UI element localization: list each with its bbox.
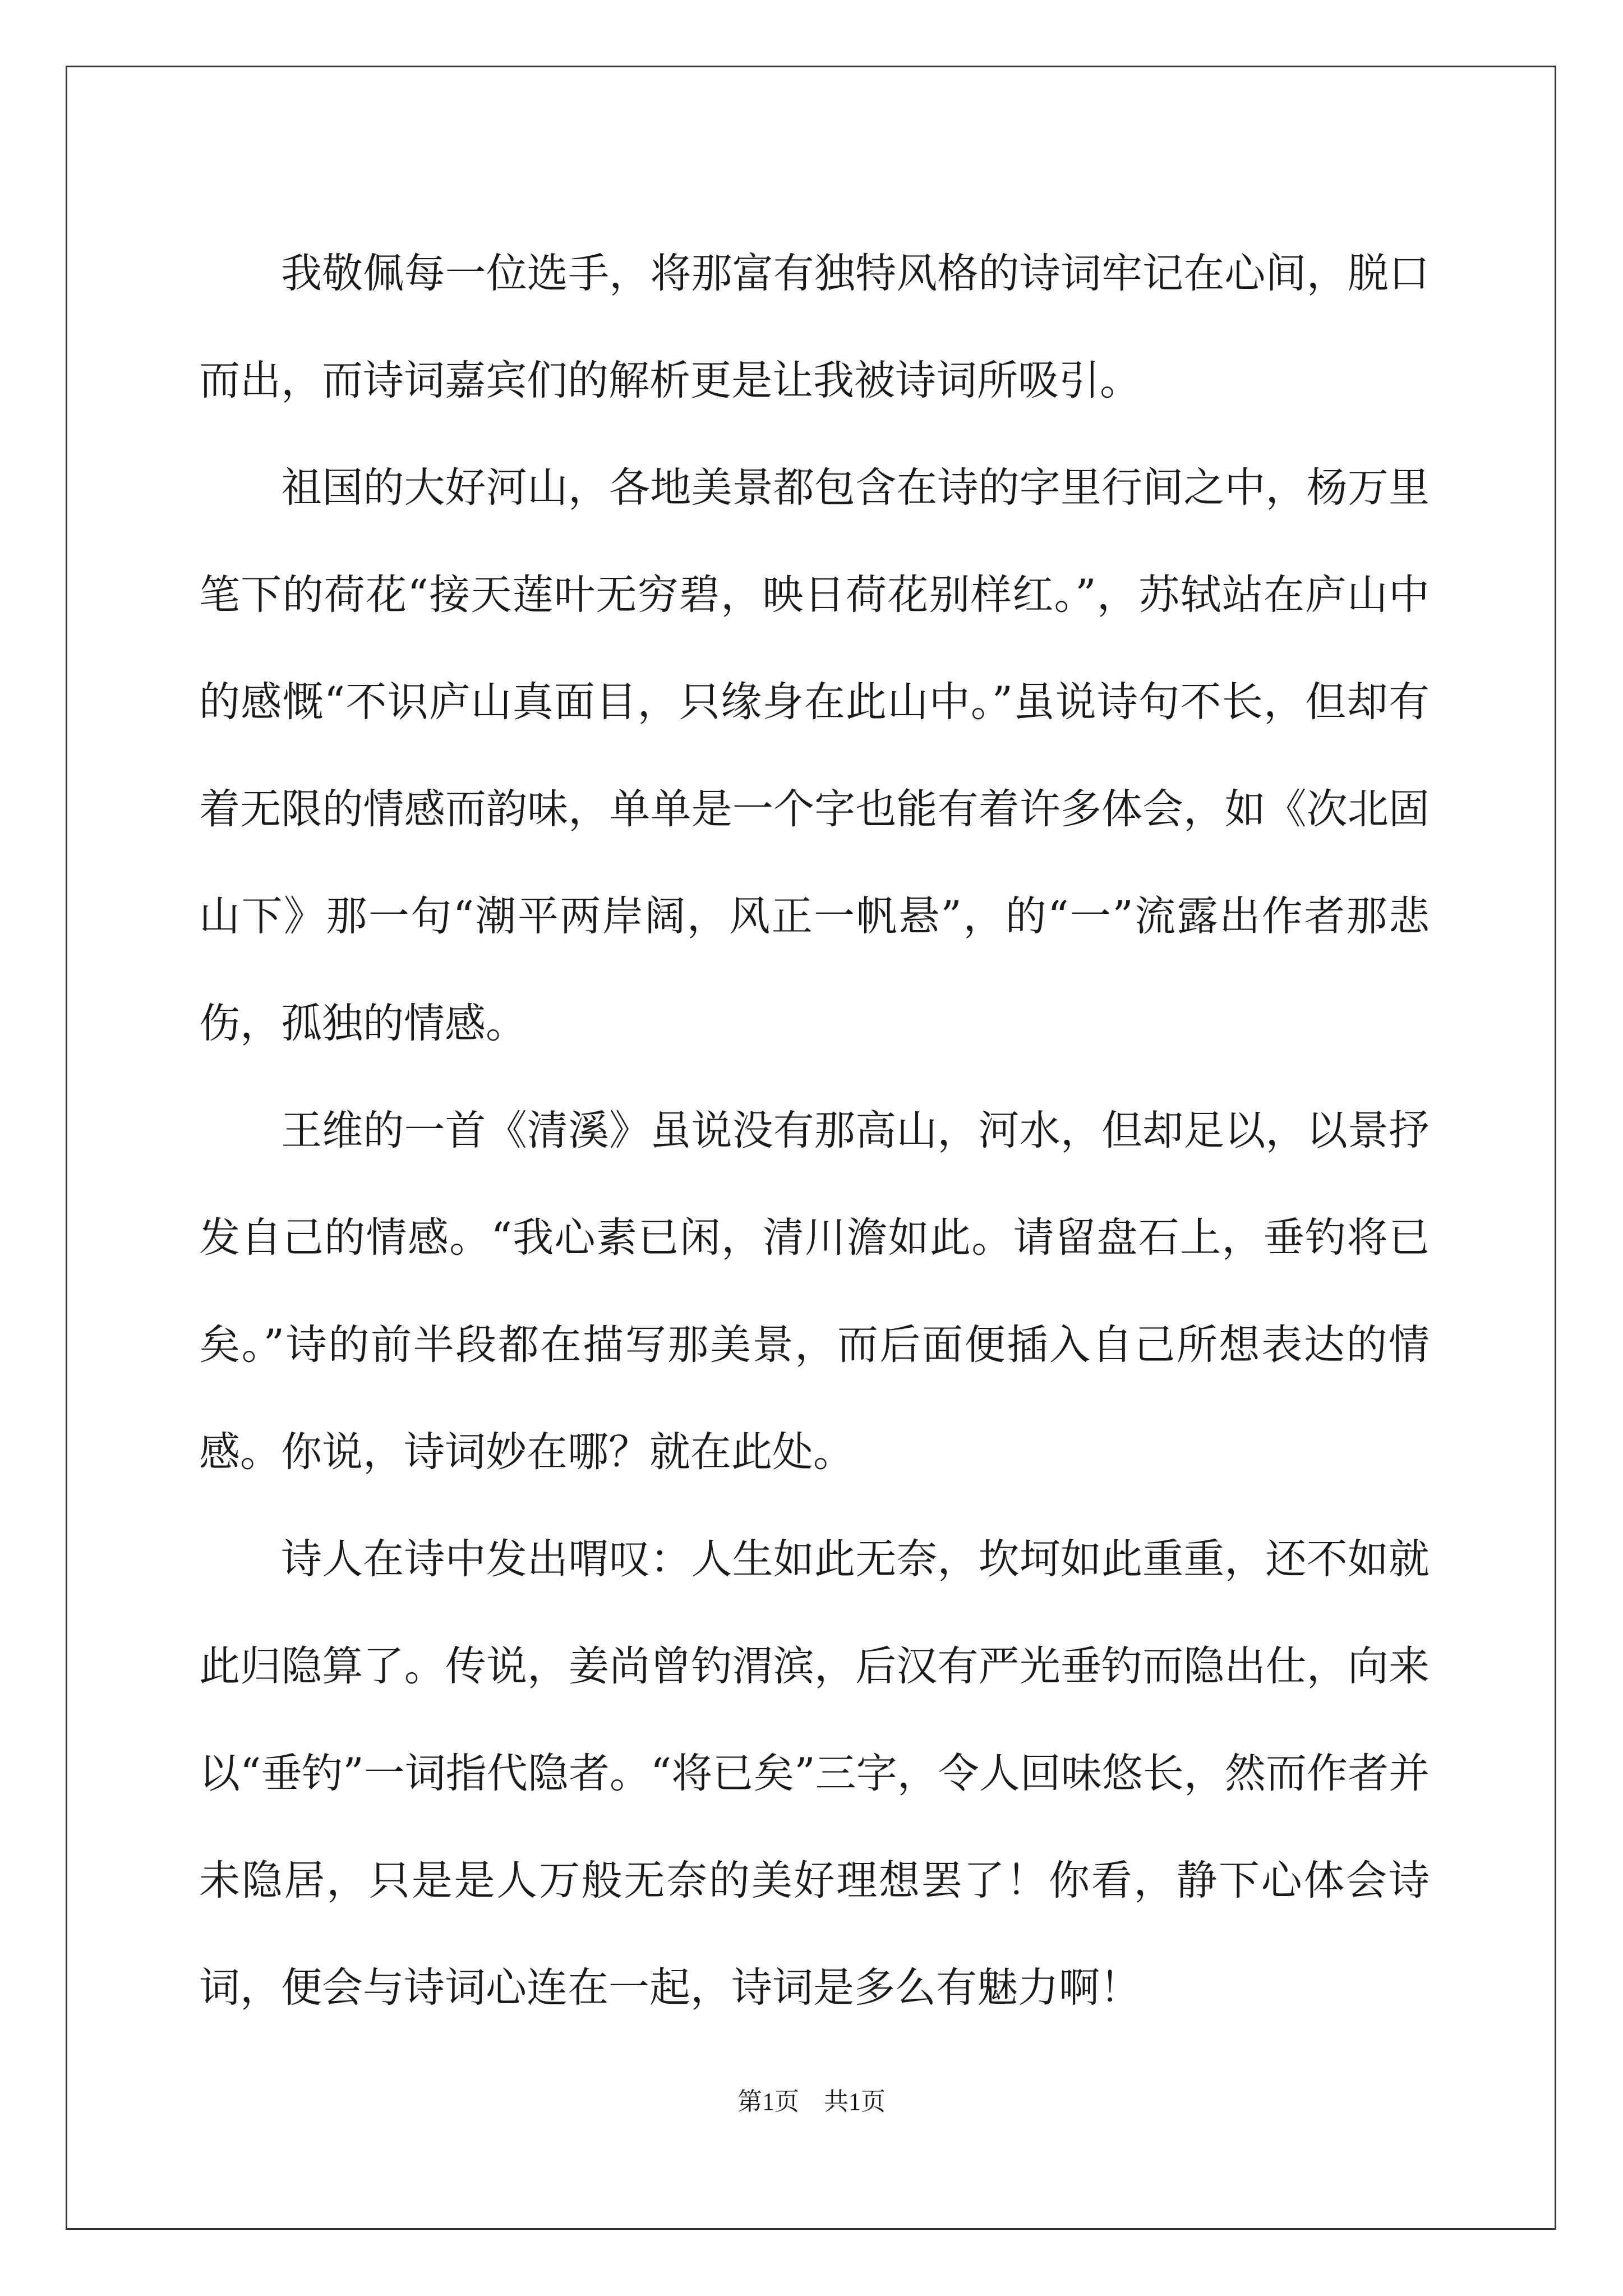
paragraph: 祖国的大好河山，各地美景都包含在诗的字里行间之中，杨万里笔下的荷花“接天莲叶无穷碧，映日荷花别样红。”，苏轼站在庐山中的感慨“不识庐山真面目，只缘身在此山中。”虽说诗句不长，但却有着无限的情感而韵味，单单是一个字也能有着许多体会，如《次北固山下》那一句“潮平两岸阔，风正一帆悬”，的“一”流露出作者那悲伤，孤独的情感。 <box>199 464 1430 1047</box>
paragraph: 王维的一首《清溪》虽说没有那高山，河水，但却足以，以景抒发自己的情感。“我心素已闲，清川澹如此。请留盘石上，垂钓将已矣。”诗的前半段都在描写那美景，而后面便插入自己所想表达的情感。你说，诗词妙在哪？就在此处。 <box>199 1107 1430 1476</box>
document-body <box>199 220 1430 2041</box>
paragraph: 诗人在诗中发出喟叹：人生如此无奈，坎坷如此重重，还不如就此归隐算了。传说，姜尚曾钓渭滨，后汉有严光垂钓而隐出仕，向来以“垂钓”一词指代隐者。“将已矣”三字，令人回味悠长，然而作者并未隐居，只是是人万般无奈的美好理想罢了！你看，静下心体会诗词，便会与诗词心连在一起，诗词是多么有魅力啊！ <box>199 1535 1430 2012</box>
paragraph: 我敬佩每一位选手，将那富有独特风格的诗词牢记在心间，脱口而出，而诗词嘉宾们的解析更是让我被诗词所吸引。 <box>199 250 1430 404</box>
page-number-footer: 第1页 共1页 <box>737 2088 886 2115</box>
